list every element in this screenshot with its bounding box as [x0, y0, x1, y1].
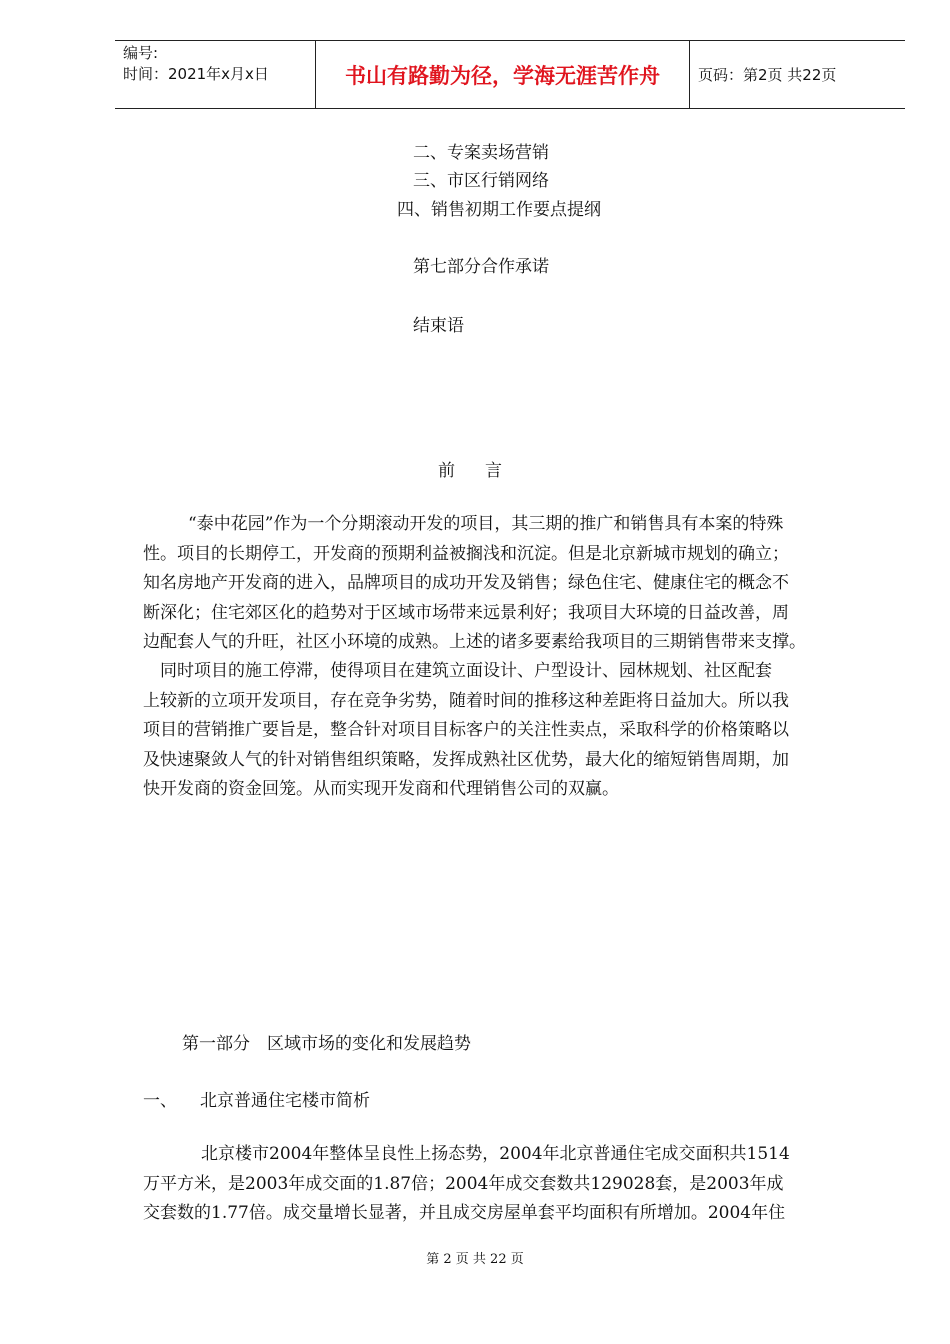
section1-title: 北京普通住宅楼市简析: [200, 1091, 370, 1111]
section1-number: 一、: [143, 1091, 177, 1111]
toc-item-4: 四、销售初期工作要点提纲: [397, 200, 601, 220]
text-line: 北京楼市2004年整体呈良性上扬态势，2004年北京普通住宅成交面积共1514: [201, 1144, 790, 1164]
text-line: 同时项目的施工停滞，使得项目在建筑立面设计、户型设计、园林规划、社区配套: [160, 661, 772, 681]
header-meta: [115, 41, 315, 108]
text-line: 边配套人气的升旺，社区小环境的成熟。上述的诸多要素给我项目的三期销售带来支撑。: [143, 632, 806, 652]
preface-paragraph-1: [143, 510, 873, 658]
text-line: 快开发商的资金回笼。从而实现开发商和代理销售公司的双赢。: [143, 779, 619, 799]
text-line: 及快速聚敛人气的针对销售组织策略，发挥成熟社区优势，最大化的缩短销售周期，加: [143, 749, 789, 770]
text-line: 上较新的立项开发项目，存在竞争劣势，随着时间的推移这种差距将日益加大。所以我: [143, 690, 789, 711]
section1-paragraph: [143, 1140, 873, 1229]
text-line: 断深化；住宅郊区化的趋势对于区域市场带来远景利好；我项目大环境的日益改善，周: [143, 602, 789, 623]
text-line: 交套数的1.77倍。成交量增长显著，并且成交房屋单套平均面积有所增加。2004年住: [143, 1203, 786, 1223]
text-line: “泰中花园”作为一个分期滚动开发的项目，其三期的推广和销售具有本案的特殊: [188, 514, 784, 534]
page-header: [115, 40, 905, 109]
text-line: 万平方米，是2003年成交面的1.87倍；2004年成交套数共129028套，是2003年成: [143, 1173, 784, 1194]
number-label: 编号:: [123, 44, 159, 62]
time-label: 时间：2021年x月x日: [123, 65, 269, 83]
toc-item-2: 二、专案卖场营销: [413, 143, 549, 163]
page-footer: 第 2 页 共 22 页: [426, 1252, 524, 1267]
text-line: 性。项目的长期停工，开发商的预期利益被搁浅和沉淀。但是北京新城市规划的确立；: [143, 543, 789, 564]
text-line: 项目的营销推广要旨是，整合针对项目目标客户的关注性卖点，采取科学的价格策略以: [143, 720, 789, 740]
toc-closing: 结束语: [413, 316, 464, 336]
text-line: 知名房地产开发商的进入，品牌项目的成功开发及销售；绿色住宅、健康住宅的概念不: [143, 573, 789, 593]
toc-item-3: 三、市区行销网络: [413, 171, 549, 191]
part1-heading: 第一部分 区域市场的变化和发展趋势: [182, 1034, 471, 1054]
header-motto: 书山有路勤为径，学海无涯苦作舟: [315, 41, 690, 108]
preface-title: 前言: [438, 461, 532, 481]
preface-paragraph-2: [143, 657, 873, 805]
header-page-info: 页码：第2页 共22页: [698, 66, 837, 84]
toc-part7: 第七部分合作承诺: [413, 257, 549, 277]
